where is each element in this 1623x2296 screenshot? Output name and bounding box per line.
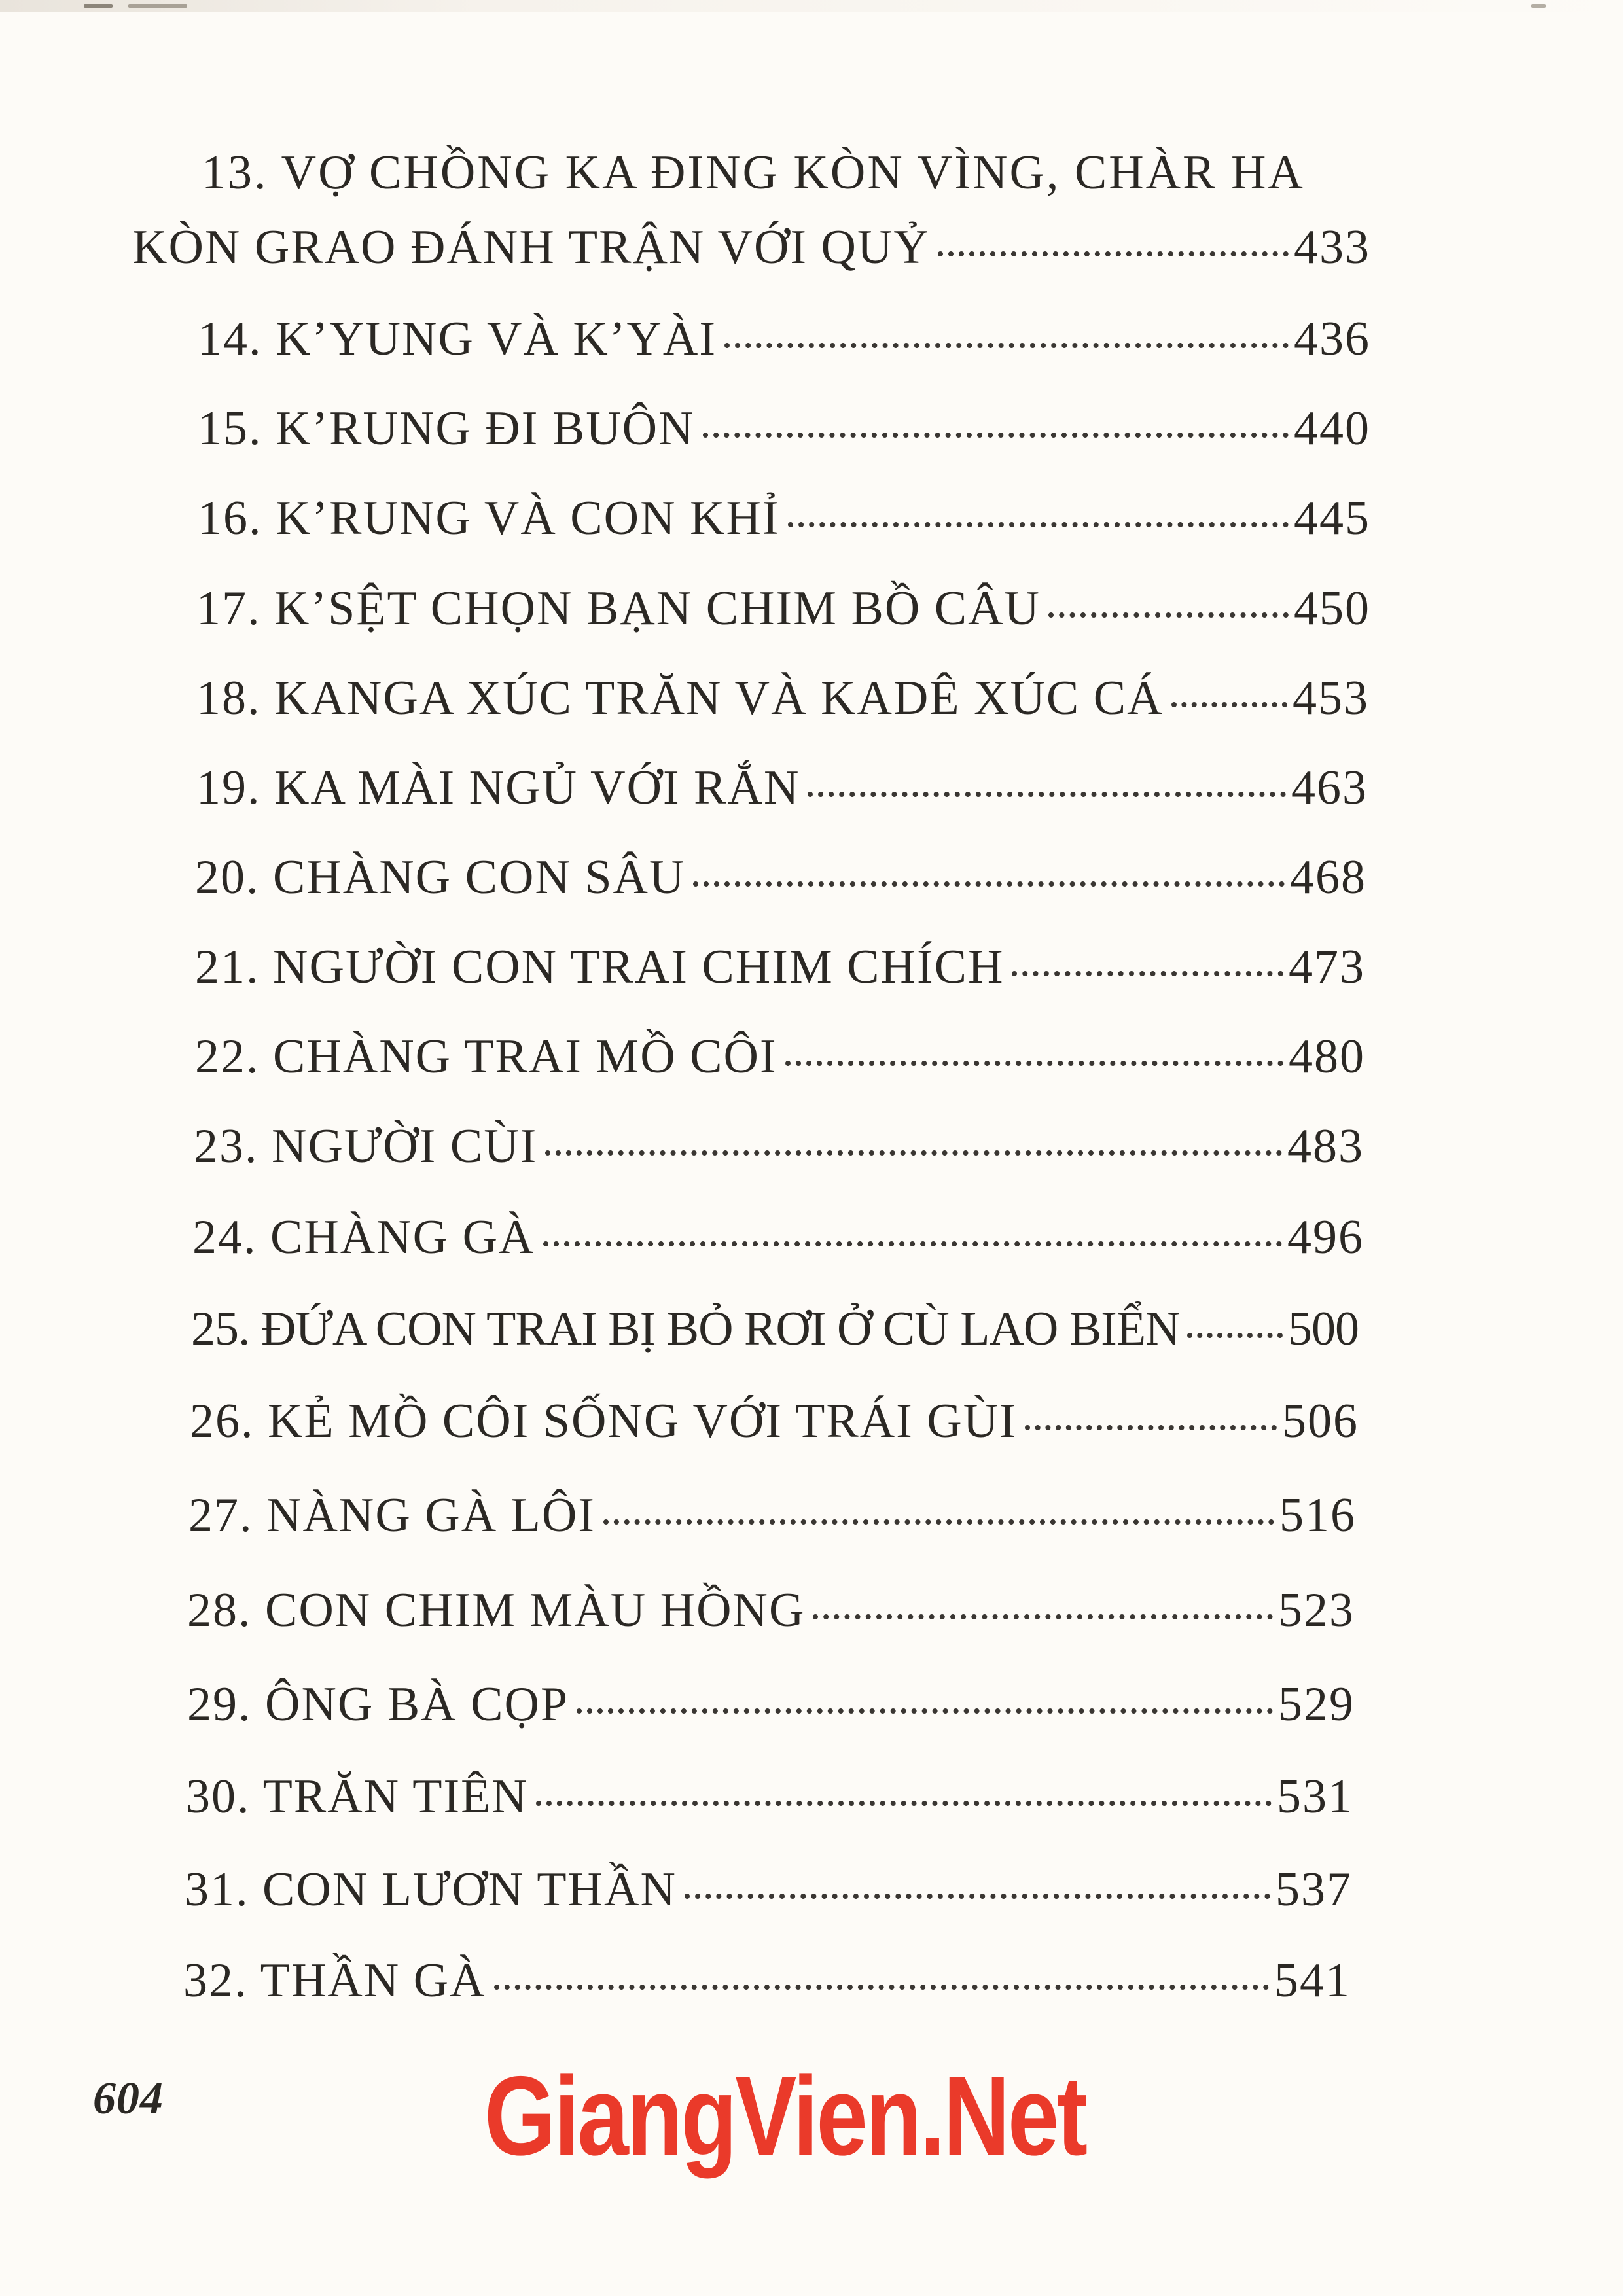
entry-title: K’RUNG VÀ CON KHỈ: [276, 491, 780, 545]
entry-page-number: 500: [1288, 1302, 1359, 1356]
toc-entry: [196, 581, 1370, 637]
dot-leader: [1025, 1425, 1277, 1430]
entry-title: KANGA XÚC TRĂN VÀ KADÊ XÚC CÁ: [274, 671, 1164, 725]
entry-page-number: 450: [1294, 582, 1370, 635]
entry-number: 22.: [195, 1030, 260, 1084]
toc-entry: [187, 1583, 1355, 1638]
toc-entry: [194, 1119, 1364, 1174]
dot-leader: [603, 1519, 1274, 1525]
entry-page-number: 529: [1278, 1678, 1355, 1731]
dot-leader: [813, 1614, 1273, 1619]
entry-number: 31.: [185, 1863, 249, 1916]
toc-entry: [195, 940, 1365, 995]
toc-entry: [195, 850, 1366, 906]
toc-entry-13-line1: [202, 145, 1305, 201]
entry-number: 29.: [187, 1678, 252, 1731]
dot-leader: [536, 1801, 1272, 1806]
toc-entry: [198, 491, 1370, 546]
entry-title: K’YUNG VÀ K’YÀI: [276, 312, 717, 366]
toc-entry: [186, 1769, 1353, 1825]
entry-number: 20.: [195, 851, 260, 904]
entry-title: K’SỆT CHỌN BẠN CHIM BỒ CÂU: [274, 582, 1041, 635]
entry-title: NÀNG GÀ LÔI: [266, 1489, 596, 1542]
entry-title: CHÀNG GÀ: [270, 1210, 535, 1264]
dot-leader: [685, 1894, 1270, 1899]
dot-leader: [693, 881, 1285, 887]
entry-page-number: 537: [1275, 1863, 1352, 1916]
dot-leader: [724, 343, 1289, 348]
entry-title: CON CHIM MÀU HỒNG: [265, 1583, 806, 1637]
entry-number: 14.: [198, 312, 262, 366]
entry-number: 28.: [187, 1583, 252, 1637]
dot-leader: [938, 251, 1289, 256]
entry-number: 25.: [191, 1302, 250, 1356]
dot-leader: [808, 792, 1286, 797]
entry-page-number: 541: [1274, 1954, 1351, 2007]
entry-page-number: 440: [1294, 402, 1370, 455]
entry-number: 27.: [188, 1489, 253, 1542]
entry-page-number: 445: [1294, 491, 1370, 545]
toc-entry: [198, 401, 1370, 457]
entry-page-number: 468: [1290, 851, 1366, 904]
dot-leader: [577, 1708, 1273, 1714]
entry-title: ĐỨA CON TRAI BỊ BỎ RƠI Ở CÙ LAO BIỂN: [261, 1302, 1180, 1356]
entry-title: TRĂN TIÊN: [262, 1770, 528, 1824]
entry-number: 18.: [196, 671, 261, 725]
toc-entry: [187, 1677, 1355, 1733]
toc-entry: [190, 1394, 1359, 1449]
entry-number: 26.: [190, 1394, 255, 1448]
entry-page-number: 523: [1278, 1583, 1355, 1637]
toc-entry: [195, 1029, 1365, 1085]
toc-entry: [198, 311, 1370, 367]
entry-page-number: 436: [1294, 312, 1370, 366]
entry-title: VỢ CHỒNG KA ĐING KÒN VÌNG, CHÀR HA: [281, 146, 1305, 200]
entry-title: KẺ MỒ CÔI SỐNG VỚI TRÁI GÙI: [268, 1394, 1017, 1448]
entry-title: ÔNG BÀ CỌP: [265, 1678, 569, 1731]
entry-page-number: 506: [1282, 1394, 1359, 1448]
entry-title: NGƯỜI CÙI: [272, 1120, 538, 1173]
entry-title: KÒN GRAO ĐÁNH TRẬN VỚI QUỶ: [132, 221, 930, 274]
dot-leader: [788, 522, 1289, 527]
entry-page-number: 480: [1289, 1030, 1365, 1084]
entry-number: 19.: [196, 761, 261, 815]
toc-entry: [188, 1488, 1356, 1544]
toc-entry-13-line2: [132, 220, 1370, 275]
dot-leader: [1048, 612, 1289, 618]
toc-entry: [191, 1301, 1359, 1357]
watermark-logo: GiangVien.Net: [484, 2053, 1086, 2179]
dot-leader: [1171, 702, 1287, 707]
toc-entry: [183, 1953, 1351, 2009]
toc-entry: [192, 1210, 1364, 1265]
toc-entry: [185, 1862, 1352, 1918]
entry-page-number: 531: [1277, 1770, 1353, 1824]
entry-page-number: 496: [1287, 1210, 1364, 1264]
entry-number: 17.: [196, 582, 261, 635]
entry-number: 15.: [198, 402, 262, 455]
entry-title: THẦN GÀ: [260, 1954, 486, 2007]
dot-leader: [785, 1061, 1283, 1066]
entry-number: 16.: [198, 491, 262, 545]
entry-title: CON LƯƠN THẦN: [262, 1863, 677, 1916]
entry-number: 24.: [192, 1210, 257, 1264]
dot-leader: [494, 1985, 1269, 1990]
entry-page-number: 463: [1291, 761, 1368, 815]
dot-leader: [1012, 971, 1283, 976]
entry-title: K’RUNG ĐI BUÔN: [276, 402, 695, 455]
toc-entry: [196, 671, 1369, 726]
entry-number: 21.: [195, 940, 260, 994]
entry-page-number: 483: [1287, 1120, 1364, 1173]
entry-page-number: 453: [1293, 671, 1369, 725]
entry-number: 13.: [202, 146, 268, 200]
entry-title: CHÀNG TRAI MỒ CÔI: [273, 1030, 777, 1084]
entry-title: KA MÀI NGỦ VỚI RẮN: [274, 761, 800, 815]
entry-number: 30.: [186, 1770, 251, 1824]
dot-leader: [703, 433, 1289, 438]
entry-number: 23.: [194, 1120, 259, 1173]
entry-title: CHÀNG CON SÂU: [273, 851, 686, 904]
entry-title: NGƯỜI CON TRAI CHIM CHÍCH: [273, 940, 1005, 994]
dot-leader: [543, 1241, 1283, 1246]
entry-page-number: 433: [1294, 221, 1370, 274]
entry-page-number: 516: [1279, 1489, 1356, 1542]
page-number: 604: [93, 2074, 164, 2124]
toc-entry: [196, 760, 1368, 816]
entry-number: 32.: [183, 1954, 248, 2007]
entry-page-number: 473: [1289, 940, 1365, 994]
dot-leader: [545, 1150, 1282, 1156]
dot-leader: [1187, 1333, 1283, 1338]
